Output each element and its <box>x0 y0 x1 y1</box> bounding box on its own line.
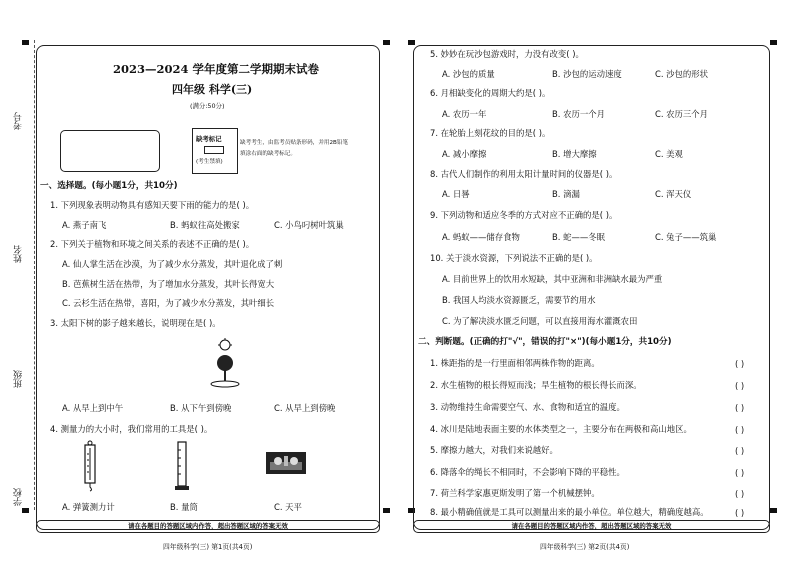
judgment-3-answer[interactable]: ( ) <box>735 403 745 413</box>
judgment-7-answer[interactable]: ( ) <box>735 489 745 499</box>
q1-stem: 1. 下列现象表明动物具有感知天要下雨的能力的是( )。 <box>50 200 255 210</box>
judgment-7: 7. 荷兰科学家惠更斯发明了第一个机械摆钟。 <box>430 488 600 498</box>
exam-title: 2023—2024 学年度第二学期期末试卷 <box>113 62 320 76</box>
q3-option-a[interactable]: A. 从早上到中午 <box>62 403 124 413</box>
q1-option-a[interactable]: A. 燕子南飞 <box>62 220 107 230</box>
q9-option-b[interactable]: B. 蛇——冬眠 <box>552 232 605 242</box>
q5-option-b[interactable]: B. 沙包的运动速度 <box>552 69 622 79</box>
absent-instruction-line1: 缺考考生，由监考员贴条形码，并用2B铅笔 <box>240 140 349 146</box>
tree-shadow-illustration <box>204 338 246 392</box>
spring-scale-icon <box>80 440 100 492</box>
registration-mark <box>22 508 29 513</box>
judgment-3: 3. 动物维持生命需要空气、水、食物和适宜的温度。 <box>430 402 625 412</box>
q7-option-c[interactable]: C. 美观 <box>655 149 683 159</box>
registration-mark <box>383 40 390 45</box>
q5-stem: 5. 妙妙在玩沙包游戏时，力没有改变( )。 <box>430 49 584 59</box>
q10-option-b[interactable]: B. 我国人均淡水资源匮乏，需要节约用水 <box>442 295 596 305</box>
registration-mark <box>770 508 777 513</box>
q8-option-b[interactable]: B. 滴漏 <box>552 189 580 199</box>
q4-stem: 4. 测量力的大小时，我们常用的工具是( )。 <box>50 424 213 434</box>
absent-instruction-line2: 填涂右面的缺考标记。 <box>240 151 296 157</box>
page2-footer: 四年级科学(三) 第2页(共4页) <box>540 543 630 551</box>
judgment-4: 4. 冰川是陆地表面主要的水体类型之一，主要分布在两极和高山地区。 <box>430 424 692 434</box>
sidebar-class-label: 班级 <box>14 370 24 388</box>
q5-option-a[interactable]: A. 沙包的质量 <box>442 69 495 79</box>
q7-option-a[interactable]: A. 减小摩擦 <box>442 149 487 159</box>
judgment-2: 2. 水生植物的根长得短而浅；旱生植物的根长得长而深。 <box>430 380 642 390</box>
judgment-8-answer[interactable]: ( ) <box>735 508 745 518</box>
q3-option-b[interactable]: B. 从下午到傍晚 <box>170 403 232 413</box>
judgment-1-answer[interactable]: ( ) <box>735 359 745 369</box>
q9-option-a[interactable]: A. 蚂蚁——储存食物 <box>442 232 520 242</box>
q10-stem: 10. 关于淡水资源，下列说法不正确的是( )。 <box>430 253 598 263</box>
judgment-5-answer[interactable]: ( ) <box>735 446 745 456</box>
q2-option-c[interactable]: C. 云杉生活在热带，喜阳，为了减少水分蒸发，其叶细长 <box>62 298 275 308</box>
q6-stem: 6. 月相缺变化的周期大约是( )。 <box>430 88 551 98</box>
q2-option-b[interactable]: B. 芭蕉树生活在热带，为了增加水分蒸发，其叶长得宽大 <box>62 279 275 289</box>
q6-option-b[interactable]: B. 农历一个月 <box>552 109 605 119</box>
registration-mark <box>383 508 390 513</box>
sidebar-exam-number-label: 考号 <box>14 112 24 130</box>
judgment-2-answer[interactable]: ( ) <box>735 381 745 391</box>
q3-stem: 3. 太阳下树的影子越来越长，说明现在是( )。 <box>50 318 221 328</box>
balance-icon <box>266 452 306 474</box>
q6-option-a[interactable]: A. 农历一年 <box>442 109 487 119</box>
q5-option-c[interactable]: C. 沙包的形状 <box>655 69 709 79</box>
registration-mark <box>408 40 415 45</box>
q10-option-a[interactable]: A. 目前世界上的饮用水短缺，其中亚洲和非洲缺水最为严重 <box>442 274 663 284</box>
judgment-4-answer[interactable]: ( ) <box>735 425 745 435</box>
registration-mark <box>22 40 29 45</box>
judgment-5: 5. 摩擦力越大，对我们来说越好。 <box>430 445 558 455</box>
binding-line <box>34 40 35 510</box>
judgment-6-answer[interactable]: ( ) <box>735 468 745 478</box>
q4-option-b[interactable]: B. 量筒 <box>170 502 198 512</box>
q6-option-c[interactable]: C. 农历三个月 <box>655 109 709 119</box>
judgment-1: 1. 株距指的是一行里面相邻两株作物的距离。 <box>430 358 600 368</box>
absent-mark-label: 缺考标记 <box>196 135 222 143</box>
q9-option-c[interactable]: C. 兔子——筑巢 <box>655 232 717 242</box>
judgment-6: 6. 降落伞的绳长不相同时，不会影响下降的平稳性。 <box>430 467 625 477</box>
full-score: (满分:50分) <box>190 102 225 110</box>
section2-heading: 二、判断题。(正确的打"√"，错误的打"×")(每小题1分，共10分) <box>418 337 672 347</box>
q8-stem: 8. 古代人们制作的利用太阳计量时间的仪器是( )。 <box>430 169 618 179</box>
page1-footer: 四年级科学(三) 第1页(共4页) <box>163 543 253 551</box>
barcode-area <box>60 130 160 172</box>
q10-option-c[interactable]: C. 为了解决淡水匮乏问题，可以直接用海水灌溉农田 <box>442 316 638 326</box>
sidebar-name-label: 姓名 <box>14 245 24 263</box>
sidebar-school-label: 学校 <box>14 488 24 506</box>
absent-mark-note: (考生禁填) <box>196 159 223 165</box>
q1-option-b[interactable]: B. 蚂蚁往高处搬家 <box>170 220 240 230</box>
q7-option-b[interactable]: B. 增大摩擦 <box>552 149 597 159</box>
q2-option-a[interactable]: A. 仙人掌生活在沙漠，为了减少水分蒸发，其叶退化成了刺 <box>62 259 283 269</box>
page1-warning-bar: 请在各题目的答题区域内作答，超出答题区域的答案无效 <box>36 520 380 533</box>
q9-stem: 9. 下列动物和适应冬季的方式对应不正确的是( )。 <box>430 210 618 220</box>
absent-mark-checkbox[interactable] <box>204 146 224 154</box>
registration-mark <box>770 40 777 45</box>
q8-option-c[interactable]: C. 浑天仪 <box>655 189 692 199</box>
q4-option-a[interactable]: A. 弹簧测力计 <box>62 502 115 512</box>
section1-heading: 一、选择题。(每小题1分，共10分) <box>40 181 178 191</box>
q1-option-c[interactable]: C. 小鸟叼树叶筑巢 <box>274 220 344 230</box>
exam-subtitle: 四年级 科学(三) <box>172 83 253 96</box>
judgment-8: 8. 最小精确值就是工具可以测量出来的最小单位。单位越大，精确度越高。 <box>430 507 709 517</box>
q8-option-a[interactable]: A. 日晷 <box>442 189 470 199</box>
page2-warning-bar: 请在各题目的答题区域内作答，超出答题区域的答案无效 <box>413 520 770 533</box>
q7-stem: 7. 在轮胎上刻花纹的目的是( )。 <box>430 128 551 138</box>
measuring-cylinder-icon <box>174 440 190 492</box>
q4-option-c[interactable]: C. 天平 <box>274 502 302 512</box>
q2-stem: 2. 下列关于植物和环境之间关系的表述不正确的是( )。 <box>50 239 255 249</box>
q3-option-c[interactable]: C. 从早上到傍晚 <box>274 403 336 413</box>
